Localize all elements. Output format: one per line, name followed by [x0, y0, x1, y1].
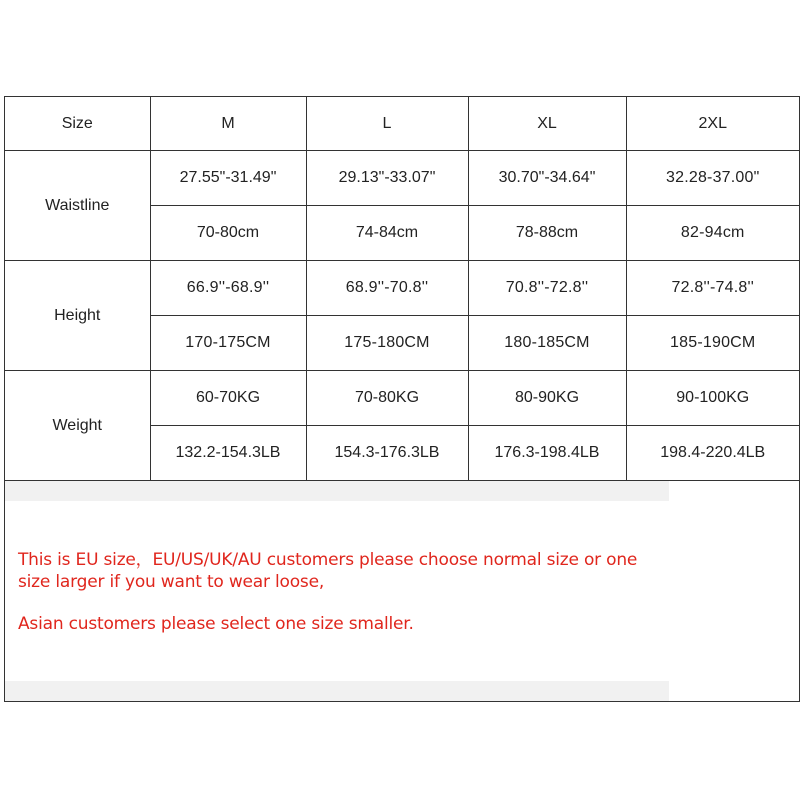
- header-xl: XL: [468, 97, 626, 151]
- height-cm-xl: 180-185CM: [468, 316, 626, 371]
- height-cm-2xl: 185-190CM: [626, 316, 799, 371]
- header-row: [5, 97, 799, 151]
- height-inches-m: 66.9''-68.9'': [150, 261, 306, 316]
- height-inches-row: [5, 261, 799, 316]
- weight-kg-row: [5, 371, 799, 426]
- waistline-cm-l: 74-84cm: [306, 206, 468, 261]
- height-label: Height: [5, 261, 150, 371]
- weight-kg-l: 70-80KG: [306, 371, 468, 426]
- weight-kg-2xl: 90-100KG: [626, 371, 799, 426]
- waistline-label: Waistline: [5, 151, 150, 261]
- waistline-inches-l: 29.13"-33.07": [306, 151, 468, 206]
- height-cm-m: 170-175CM: [150, 316, 306, 371]
- weight-kg-m: 60-70KG: [150, 371, 306, 426]
- note-stripe-bottom: [5, 681, 669, 701]
- header-l: L: [306, 97, 468, 151]
- weight-label: Weight: [5, 371, 150, 481]
- size-chart: [4, 96, 800, 702]
- waistline-cm-2xl: 82-94cm: [626, 206, 799, 261]
- weight-lb-xl: 176.3-198.4LB: [468, 426, 626, 481]
- height-inches-2xl: 72.8''-74.8'': [626, 261, 799, 316]
- waistline-cm-xl: 78-88cm: [468, 206, 626, 261]
- note-stripe-top: [5, 481, 669, 501]
- weight-lb-2xl: 198.4-220.4LB: [626, 426, 799, 481]
- size-table: [5, 97, 799, 481]
- weight-lb-m: 132.2-154.3LB: [150, 426, 306, 481]
- header-m: M: [150, 97, 306, 151]
- waistline-cm-m: 70-80cm: [150, 206, 306, 261]
- header-2xl: 2XL: [626, 97, 799, 151]
- height-cm-l: 175-180CM: [306, 316, 468, 371]
- header-size: Size: [5, 97, 150, 151]
- weight-lb-l: 154.3-176.3LB: [306, 426, 468, 481]
- waistline-inches-xl: 30.70"-34.64": [468, 151, 626, 206]
- size-note-asian: Asian customers please select one size smaller.: [18, 614, 414, 634]
- height-inches-l: 68.9''-70.8'': [306, 261, 468, 316]
- height-inches-xl: 70.8''-72.8'': [468, 261, 626, 316]
- size-note-eu: This is EU size，EU/US/UK/AU customers please choose normal size or one size larger if you want to wear loose,: [18, 550, 638, 592]
- waistline-inches-row: [5, 151, 799, 206]
- weight-kg-xl: 80-90KG: [468, 371, 626, 426]
- waistline-inches-2xl: 32.28-37.00": [626, 151, 799, 206]
- waistline-inches-m: 27.55"-31.49": [150, 151, 306, 206]
